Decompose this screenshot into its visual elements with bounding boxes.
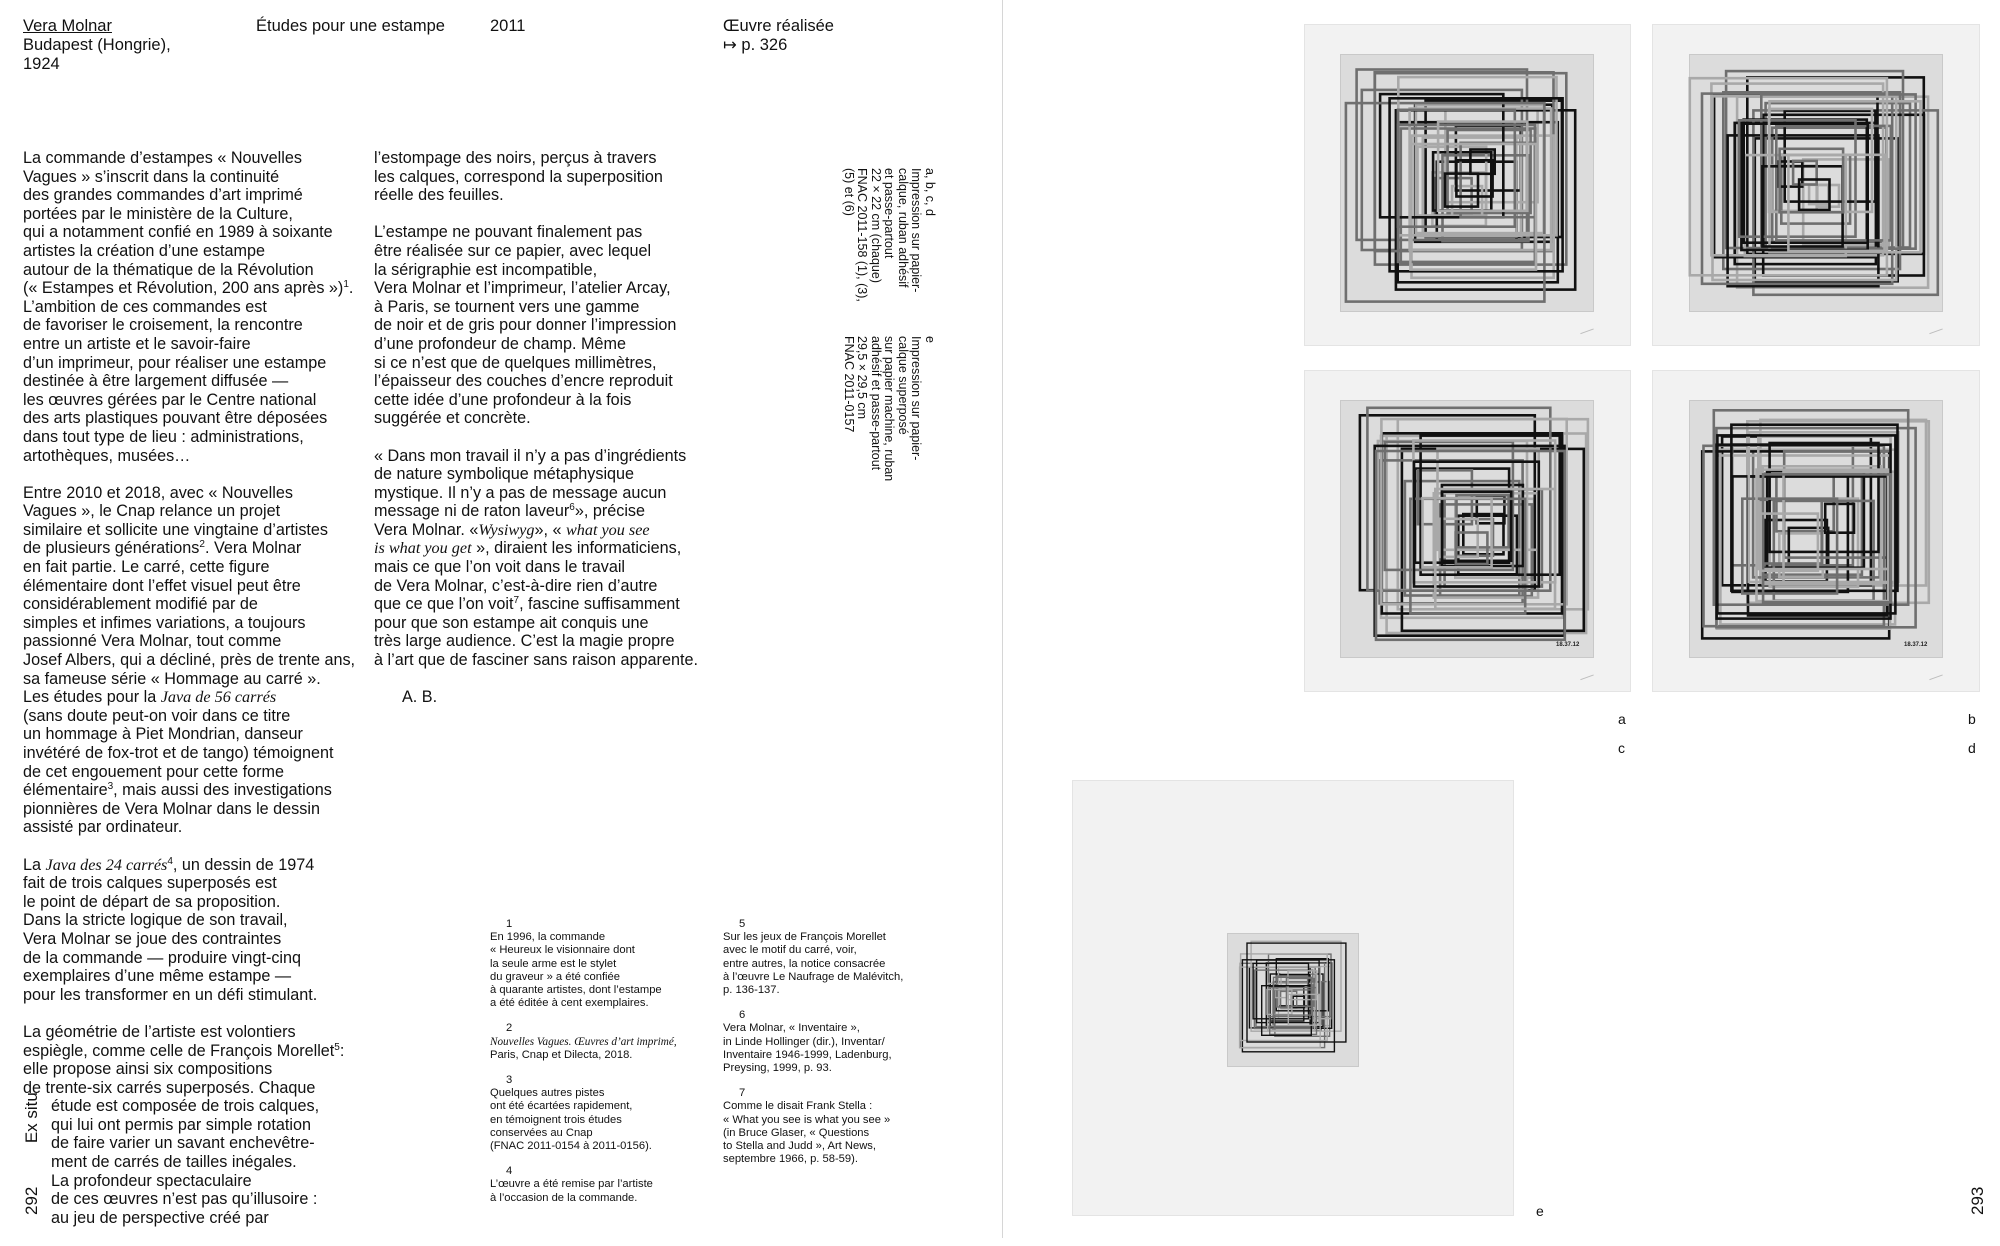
text-line: exemplaires d’une même estampe — bbox=[23, 967, 292, 986]
text-line: Vera Molnar et l’imprimeur, l’atelier Arcay, bbox=[374, 279, 671, 298]
caption-line: FNAC 2011-158 (1), (3), bbox=[855, 168, 870, 302]
footnote-line: to Stella and Judd », Art News, bbox=[723, 1140, 876, 1153]
text-fragment: , un dessin de 1974 bbox=[172, 855, 315, 874]
text-line: des arts plastiques pouvant être déposées bbox=[23, 409, 328, 428]
text-fragment: , fascine suffisamment bbox=[519, 595, 680, 614]
footnote-ref-1: 1 bbox=[343, 279, 349, 291]
footnote-line: (in Bruce Glaser, « Questions bbox=[723, 1126, 870, 1139]
caption-line: calque, ruban adhésif bbox=[896, 168, 910, 288]
text-fragment: », diraient les informaticiens, bbox=[476, 539, 682, 558]
text-fragment: (« Estampes et Révolution, 200 ans après ») bbox=[23, 279, 344, 298]
work-status: Œuvre réalisée bbox=[723, 17, 834, 35]
caption-abcd bbox=[842, 168, 937, 302]
caption-line: et passe-partout bbox=[882, 168, 897, 259]
footnote-line: « What you see is what you see » bbox=[723, 1113, 891, 1126]
text-line: L’ambition de ces commandes est bbox=[23, 297, 267, 316]
artist-birth-2: 1924 bbox=[23, 55, 60, 73]
text-line: « Dans mon travail il n’y a pas d’ingrédients bbox=[374, 446, 687, 465]
term-what-you-get: is what you get bbox=[374, 539, 472, 558]
text-line: au jeu de perspective créé par bbox=[51, 1208, 269, 1227]
text-fragment: Vera Molnar. « bbox=[374, 520, 479, 539]
footnote-ref-2: 2 bbox=[199, 539, 205, 551]
text-fragment: , mais aussi des investigations bbox=[113, 781, 332, 800]
text-fragment: », « bbox=[534, 520, 562, 539]
footnotes-left bbox=[490, 918, 690, 1217]
text-line: artistes la création d’une estampe bbox=[23, 241, 266, 260]
footnote-4 bbox=[490, 1165, 690, 1205]
text-line: d’une profondeur de champ. Même bbox=[374, 334, 626, 353]
footnote-line: Inventaire 1946-1999, Ladenburg, bbox=[723, 1048, 892, 1061]
text-line: mais ce que l’on voit dans le travail bbox=[374, 558, 626, 577]
paragraph-6 bbox=[374, 223, 714, 428]
text-fragment: La bbox=[23, 855, 42, 874]
text-line: La profondeur spectaculaire bbox=[51, 1171, 252, 1190]
artwork-d bbox=[1652, 370, 1980, 692]
image-label-a: a bbox=[1618, 711, 1626, 727]
artist-block bbox=[23, 17, 171, 74]
image-label-d: d bbox=[1968, 740, 1976, 756]
caption-line: 22 × 22 cm (chaque) bbox=[869, 168, 883, 283]
artwork-e-squares bbox=[1072, 780, 1514, 1216]
text-line: Vera Molnar se joue des contraintes bbox=[23, 929, 282, 948]
text-line: à l’art que de fasciner sans raison apparente. bbox=[374, 651, 698, 670]
artist-birth-1: Budapest (Hongrie), bbox=[23, 36, 171, 54]
text-line: autour de la thématique de la Révolution bbox=[23, 260, 314, 279]
footnote-line: p. 136-137. bbox=[723, 984, 780, 997]
text-line bbox=[374, 521, 714, 540]
text-line: le point de départ de sa proposition. bbox=[23, 892, 281, 911]
footnote-number: 2 bbox=[506, 1022, 513, 1035]
text-line: mystique. Il n’y a pas de message aucun bbox=[374, 483, 667, 502]
text-line: les œuvres gérées par le Centre national bbox=[23, 390, 317, 409]
footnote-6 bbox=[723, 1009, 923, 1075]
text-line: La commande d’estampes « Nouvelles bbox=[23, 149, 302, 167]
caption-line: (5) et (6) bbox=[842, 168, 856, 216]
text-line: portées par le ministère de la Culture, bbox=[23, 204, 293, 223]
text-line: l’estompage des noirs, perçus à travers bbox=[374, 149, 657, 167]
text-line: entre un artiste et le savoir-faire bbox=[23, 334, 251, 353]
body-column-2 bbox=[374, 149, 714, 725]
footnote-line: conservées au Cnap bbox=[490, 1126, 593, 1139]
text-line: considérablement modifié par de bbox=[23, 595, 258, 614]
footnote-line: Vera Molnar, « Inventaire », bbox=[723, 1022, 860, 1035]
text-line: élémentaire dont l’effet visuel peut être bbox=[23, 576, 301, 595]
text-line bbox=[23, 539, 353, 558]
footnote-line: à l’œuvre Le Naufrage de Malévitch, bbox=[723, 970, 904, 983]
footnote-line: ont été écartées rapidement, bbox=[490, 1100, 633, 1113]
footnote-line: avec le motif du carré, voir, bbox=[723, 944, 857, 957]
footnotes-right bbox=[723, 918, 923, 1178]
caption-line: calque superposé bbox=[896, 336, 910, 435]
text-line bbox=[374, 595, 714, 614]
paragraph-5 bbox=[374, 149, 714, 205]
text-line: destinée à être largement diffusée — bbox=[23, 372, 289, 391]
paragraph-3 bbox=[23, 856, 353, 1005]
text-line: de favoriser le croisement, la rencontre bbox=[23, 316, 303, 335]
text-line: artothèques, musées… bbox=[23, 446, 191, 465]
text-line bbox=[23, 781, 353, 800]
text-line bbox=[23, 1042, 353, 1061]
status-block bbox=[723, 17, 834, 55]
text-line: pour que son estampe ait conquis une bbox=[374, 613, 649, 632]
page-reference: ↦ p. 326 bbox=[723, 36, 788, 54]
text-line: les calques, correspond la superposition bbox=[374, 167, 663, 186]
text-line: de trente-six carrés superposés. Chaque bbox=[23, 1078, 316, 1097]
caption-line: 29,5 × 29,5 cm bbox=[855, 336, 870, 420]
footnote-line: Paris, Cnap et Dilecta, 2018. bbox=[490, 1048, 633, 1061]
paragraph-1 bbox=[23, 149, 353, 465]
text-line: fait de trois calques superposés est bbox=[23, 874, 277, 893]
artwork-b bbox=[1652, 24, 1980, 346]
text-line: pour les transformer en un défi stimulant. bbox=[23, 985, 318, 1004]
caption-line: sur papier machine, ruban bbox=[882, 336, 897, 482]
artwork-c bbox=[1304, 370, 1631, 692]
image-label-c: c bbox=[1618, 740, 1625, 756]
footnote-number: 7 bbox=[739, 1087, 746, 1100]
text-fragment: de plusieurs générations bbox=[23, 539, 200, 558]
footnote-2 bbox=[490, 1022, 690, 1062]
paragraph-4 bbox=[23, 1023, 353, 1228]
text-line: de la commande — produire vingt-cinq bbox=[23, 948, 302, 967]
text-line: suggérée et concrète. bbox=[374, 409, 531, 428]
footnote-number: 3 bbox=[506, 1074, 513, 1087]
footnote-number: 4 bbox=[506, 1165, 513, 1178]
footnote-ref-6: 6 bbox=[569, 502, 575, 514]
footnote-line: En 1996, la commande bbox=[490, 931, 606, 944]
footnote-line: Sur les jeux de François Morellet bbox=[723, 931, 886, 944]
text-line: être réalisée sur ce papier, avec lequel bbox=[374, 241, 652, 260]
text-line: de cet engouement pour cette forme bbox=[23, 762, 284, 781]
text-line: à Paris, se tournent vers une gamme bbox=[374, 297, 640, 316]
author-initials: A. B. bbox=[402, 688, 438, 707]
text-line: de ces œuvres n’est pas qu’illusoire : bbox=[51, 1190, 318, 1209]
text-line: L’estampe ne pouvant finalement pas bbox=[374, 223, 643, 242]
text-line: réelle des feuilles. bbox=[374, 186, 504, 205]
footnote-1 bbox=[490, 918, 690, 1010]
text-line: un hommage à Piet Mondrian, danseur bbox=[23, 725, 303, 744]
text-line: Entre 2010 et 2018, avec « Nouvelles bbox=[23, 483, 293, 502]
footnote-line: « Heureux le visionnaire dont bbox=[490, 944, 635, 957]
text-line: Dans la stricte logique de son travail, bbox=[23, 911, 288, 930]
caption-e bbox=[842, 336, 937, 481]
text-line bbox=[23, 688, 353, 707]
text-line: de Vera Molnar, c’est-à-dire rien d’autre bbox=[374, 576, 658, 595]
text-line bbox=[374, 502, 714, 521]
text-fragment: élémentaire bbox=[23, 781, 108, 800]
image-label-b: b bbox=[1968, 711, 1976, 727]
footnote-number: 1 bbox=[506, 918, 513, 930]
work-title-java-24: Java des 24 carrés bbox=[45, 855, 168, 874]
text-line: cette idée d’une profondeur à la fois bbox=[374, 390, 632, 409]
footnote-line: Comme le disait Frank Stella : bbox=[723, 1100, 873, 1113]
caption-line: Impression sur papier- bbox=[909, 336, 924, 461]
artwork-b-squares bbox=[1652, 24, 1980, 346]
text-fragment: message ni de raton laveur bbox=[374, 502, 570, 521]
caption-line: Impression sur papier- bbox=[909, 168, 924, 293]
text-fragment: », précise bbox=[574, 502, 646, 521]
text-fragment: . Vera Molnar bbox=[204, 539, 302, 558]
footnote-line: Nouvelles Vagues. Œuvres d’art imprimé, bbox=[490, 1035, 677, 1048]
footnote-line: (FNAC 2011-0154 à 2011-0156). bbox=[490, 1140, 652, 1153]
footnote-number: 5 bbox=[739, 918, 746, 930]
text-line: qui a notamment confié en 1989 à soixante bbox=[23, 223, 333, 242]
text-line: pionnières de Vera Molnar dans le dessin bbox=[23, 799, 320, 818]
footnote-line: en témoignent trois études bbox=[490, 1113, 622, 1126]
artwork-date-stamp: 18.37.12 bbox=[1904, 642, 1928, 648]
text-line: qui lui ont permis par simple rotation bbox=[51, 1115, 312, 1134]
caption-line: a, b, c, d bbox=[923, 168, 937, 216]
footnote-line: entre autres, la notice consacrée bbox=[723, 957, 886, 970]
term-what-you-see: what you see bbox=[565, 520, 650, 539]
text-line bbox=[23, 856, 353, 875]
footnote-line: à l’occasion de la commande. bbox=[490, 1191, 638, 1204]
artwork-a-squares bbox=[1304, 24, 1631, 346]
image-label-e: e bbox=[1536, 1203, 1544, 1219]
text-line: sa fameuse série « Hommage au carré ». bbox=[23, 669, 321, 688]
text-line: d’un imprimeur, pour réaliser une estampe bbox=[23, 353, 327, 372]
footnote-7 bbox=[723, 1087, 923, 1166]
caption-line: adhésif et passe-partout bbox=[869, 336, 883, 471]
artwork-date-stamp: 18.37.12 bbox=[1556, 642, 1580, 648]
caption-line: FNAC 2011-0157 bbox=[842, 336, 856, 433]
text-line: simples et infimes variations, a toujours bbox=[23, 613, 306, 632]
footnote-line: Preysing, 1999, p. 93. bbox=[723, 1062, 832, 1075]
artwork-a bbox=[1304, 24, 1631, 346]
paragraph-7 bbox=[374, 447, 714, 670]
text-line: étude est composée de trois calques, bbox=[51, 1097, 320, 1116]
text-line: de nature symbolique métaphysique bbox=[374, 465, 635, 484]
footnote-line: du graveur » a été confiée bbox=[490, 970, 620, 983]
artwork-d-squares bbox=[1652, 370, 1980, 692]
body-column-1 bbox=[23, 149, 356, 1246]
text-line: Josef Albers, qui a décliné, près de trente ans, bbox=[23, 651, 356, 670]
footnote-3 bbox=[490, 1074, 690, 1153]
text-line: passionné Vera Molnar, tout comme bbox=[23, 632, 282, 651]
text-fragment: que ce que l’on voit bbox=[374, 595, 514, 614]
page-number-right: 293 bbox=[1968, 1186, 1987, 1215]
text-line: assisté par ordinateur. bbox=[23, 818, 183, 837]
page-gutter bbox=[1002, 0, 1003, 1238]
text-line: Vagues » s’inscrit dans la continuité bbox=[23, 167, 280, 186]
section-label: Ex situ bbox=[22, 1092, 41, 1144]
work-year: 2011 bbox=[490, 17, 526, 35]
text-fragment: Les études pour la bbox=[23, 688, 157, 707]
text-line bbox=[374, 539, 714, 558]
artwork-c-squares bbox=[1304, 370, 1631, 692]
footnote-line: a été éditée à cent exemplaires. bbox=[490, 997, 649, 1010]
footnote-line: L’œuvre a été remise par l’artiste bbox=[490, 1178, 653, 1191]
artist-name: Vera Molnar bbox=[23, 17, 112, 35]
footnote-line: septembre 1966, p. 58-59). bbox=[723, 1153, 858, 1166]
footnote-line: in Linde Hollinger (dir.), Inventar/ bbox=[723, 1035, 885, 1048]
footnote-ref-4: 4 bbox=[167, 855, 173, 867]
text-line: de faire varier un savant enchevêtre- bbox=[51, 1134, 315, 1153]
text-line: si ce n’est que de quelques millimètres, bbox=[374, 353, 657, 372]
footnote-5 bbox=[723, 918, 923, 997]
text-line: similaire et sollicite une vingtaine d’artistes bbox=[23, 520, 329, 539]
folio-right bbox=[1968, 1187, 1988, 1215]
caption-line: e bbox=[923, 336, 937, 343]
text-line: elle propose ainsi six compositions bbox=[23, 1060, 273, 1079]
term-wysiwyg: Wysiwyg bbox=[478, 520, 535, 539]
text-fragment: espiègle, comme celle de François Morellet bbox=[23, 1041, 335, 1060]
footnote-ref-5: 5 bbox=[334, 1041, 340, 1053]
paragraph-2 bbox=[23, 483, 356, 837]
footnote-line: la seule arme est le stylet bbox=[490, 957, 617, 970]
page-number-left: 292 bbox=[22, 1186, 41, 1215]
text-line: (sans doute peut-on voir dans ce titre bbox=[23, 706, 291, 725]
text-line: la sérigraphie est incompatible, bbox=[374, 260, 598, 279]
footnote-ref-3: 3 bbox=[107, 781, 114, 793]
work-title: Études pour une estampe bbox=[256, 17, 445, 35]
footnote-ref-7: 7 bbox=[513, 595, 520, 607]
footnote-line: à quarante artistes, dont l’estampe bbox=[490, 984, 662, 997]
text-line: ment de carrés de tailles inégales. bbox=[51, 1153, 297, 1172]
text-line: l’épaisseur des couches d’encre reproduit bbox=[374, 372, 673, 391]
footnote-line: Quelques autres pistes bbox=[490, 1087, 605, 1100]
text-line: des grandes commandes d’art imprimé bbox=[23, 186, 303, 205]
text-fragment: : bbox=[339, 1041, 345, 1060]
folio-left bbox=[22, 1092, 42, 1215]
text-line: de noir et de gris pour donner l’impression bbox=[374, 316, 677, 335]
footnote-number: 6 bbox=[739, 1009, 746, 1022]
artwork-e bbox=[1072, 780, 1514, 1216]
text-line: en fait partie. Le carré, cette figure bbox=[23, 558, 270, 577]
text-line: très large audience. C’est la magie propre bbox=[374, 632, 675, 651]
text-line: La géométrie de l’artiste est volontiers bbox=[23, 1022, 296, 1041]
text-line: (« Estampes et Révolution, 200 ans après »)$^1$. bbox=[23, 279, 354, 298]
text-line: Vagues », le Cnap relance un projet bbox=[23, 502, 281, 521]
work-title-java-56: Java de 56 carrés bbox=[160, 688, 277, 707]
text-line: invétéré de fox-trot et de tango) témoignent bbox=[23, 744, 334, 762]
artwork-square bbox=[1825, 504, 1854, 533]
text-line: dans tout type de lieu : administrations, bbox=[23, 427, 304, 446]
